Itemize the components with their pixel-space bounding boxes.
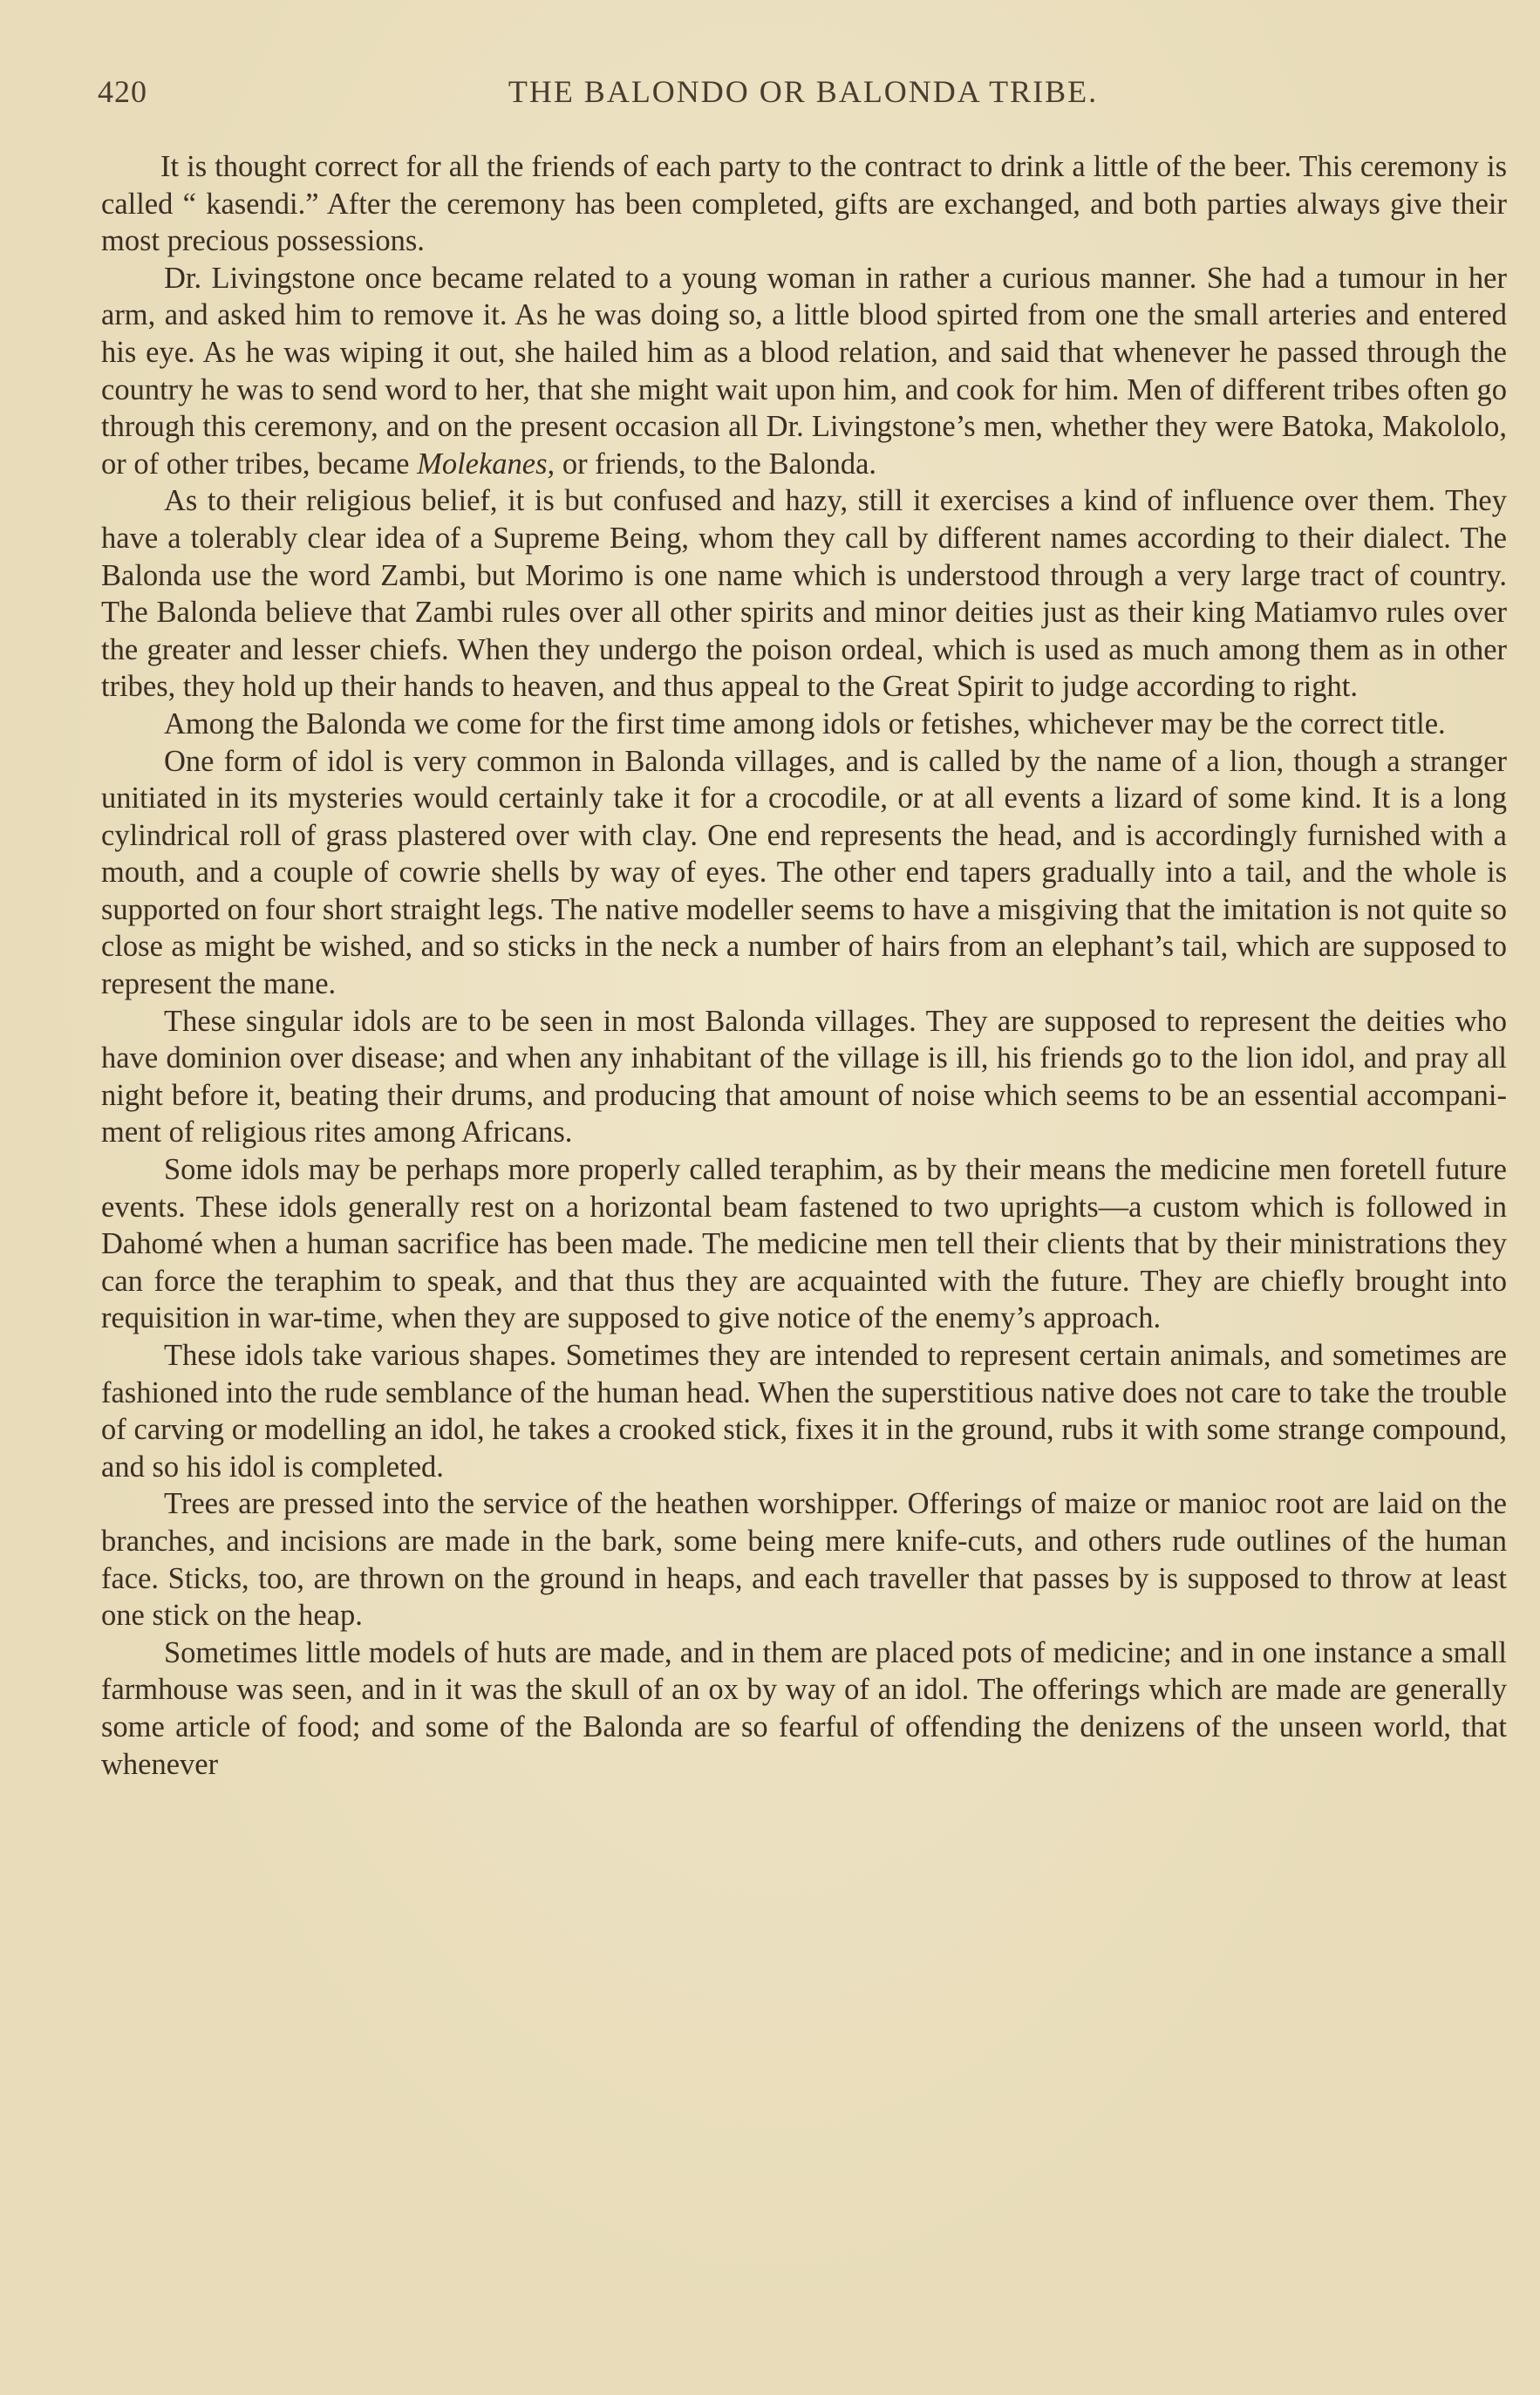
page-header bbox=[98, 73, 1509, 122]
paragraph-idols-intro: Among the Balonda we come for the first time among idols or fetishes, whichever may be the correct title. bbox=[164, 706, 1446, 740]
paragraph-trees: Trees are pressed into the service of the heathen worshipper. Offerings of maize or manioc root are laid on the branches, and incisions are made in the bark, some being mere knife-cuts, and others rude outlines of the human face. Sticks, too, are thrown on the ground in heaps, and each traveller that passes by is supposed to throw at least one stick on the heap. bbox=[101, 1487, 1507, 1633]
paragraph-livingstone-blood-relation bbox=[101, 260, 1507, 483]
paragraph-text-after: or friends, to the Balonda. bbox=[555, 447, 877, 481]
paragraph-lion-idol: One form of idol is very common in Balonda villages, and is called by the name of a lion, though a stranger unitiated in its mysteries would certainly take it for a crocodile, or at all events a lizard of some kind. It is a long cylindrical roll of grass plastered over with clay. One end represents the head, and is accordingly furnished with a mouth, and a couple of cowrie shells by way of eyes. The other end tapers gradually into a tail, and the whole is supported on four short straight legs. The native modeller seems to have a misgiving that the imitation is not quite so close as might be wished, and so sticks in the neck a number of hairs from an elephant’s tail, which are supposed to represent the mane. bbox=[101, 744, 1507, 1001]
body-text bbox=[101, 148, 1507, 1783]
paragraph-hut-models: Sometimes little models of huts are made, and in them are placed pots of medicine; and in one instance a small farmhouse was seen, and in it was the skull of an ox by way of an idol. The offerings which are made are generally some article of food; and some of the Balonda are so fearful of offending the denizens of the unseen world, that whenever bbox=[101, 1635, 1507, 1781]
paragraph-religious-belief: As to their religious belief, it is but confused and hazy, still it exercises a kind of influence over them. They have a tolerably clear idea of a Supreme Being, whom they call by different names according to their dialect. The Balonda use the word Zambi, but Morimo is one name which is understood through a very large tract of country. The Balonda believe that Zambi rules over all other spirits and minor deities just as their king Matiamvo rules over the greater and lesser chiefs. When they undergo the poison ordeal, which is used as much among them as in other tribes, they hold up their hands to heaven, and thus appeal to the Great Spirit to judge according to right. bbox=[101, 484, 1507, 704]
running-head: THE BALONDO OR BALONDA TRIBE. bbox=[508, 74, 1099, 109]
paragraph-text: Dr. Livingstone once became related to a young woman in rather a curious manner. She had a tumour in her arm, and asked him to remove it. As he was doing so, a little blood spirted from one the small arteries and entered his eye. As he was wiping it out, she hailed him as a blood relation, and said that whenever he passed through the country he was to send word to her, that she might wait upon him, and cook for him. Men of different tribes often go through this ceremony, and on the present occasion all Dr. Livingstone’s men, whether they were Batoka, Makololo, or of other tribes, became bbox=[101, 261, 1507, 481]
paragraph-teraphim: Some idols may be perhaps more properly called teraphim, as by their means the medicine men foretell future events. These idols generally rest on a horizontal beam fastened to two uprights—a custom which is followed in Dahomé when a human sacrifice has been made. The medicine men tell their clients that by their ministrations they can force the teraphim to speak, and that thus they are acquainted with the future. They are chiefly brought into requisition in war-time, when they are supposed to give notice of the enemy’s approach. bbox=[101, 1153, 1507, 1335]
paragraph-disease-deities: These singular idols are to be seen in most Balonda villages. They are supposed to represent the deities who have dominion over disease; and when any inhabitant of the village is ill, his friends go to the lion idol, and pray all night before it, beating their drums, and producing that amount of noise which seems to be an essential accompani-ment of religious rites among Africans. bbox=[101, 1004, 1507, 1150]
paragraph-kasendi: It is thought correct for all the friends of each party to the contract to drink a little of the beer. This ceremony is called “ kasendi.” After the ceremony has been completed, gifts are exchanged, and both parties always give their most precious possessions. bbox=[101, 150, 1507, 258]
paragraph-idol-shapes: These idols take various shapes. Sometimes they are intended to represent certain animals, and sometimes are fashioned into the rude semblance of the human head. When the superstitious native does not care to take the trouble of carving or modelling an idol, he takes a crooked stick, fixes it in the ground, rubs it with some strange compound, and so his idol is completed. bbox=[101, 1339, 1507, 1484]
page-number: 420 bbox=[98, 74, 147, 109]
italic-term-molekanes: Molekanes, bbox=[417, 447, 555, 481]
